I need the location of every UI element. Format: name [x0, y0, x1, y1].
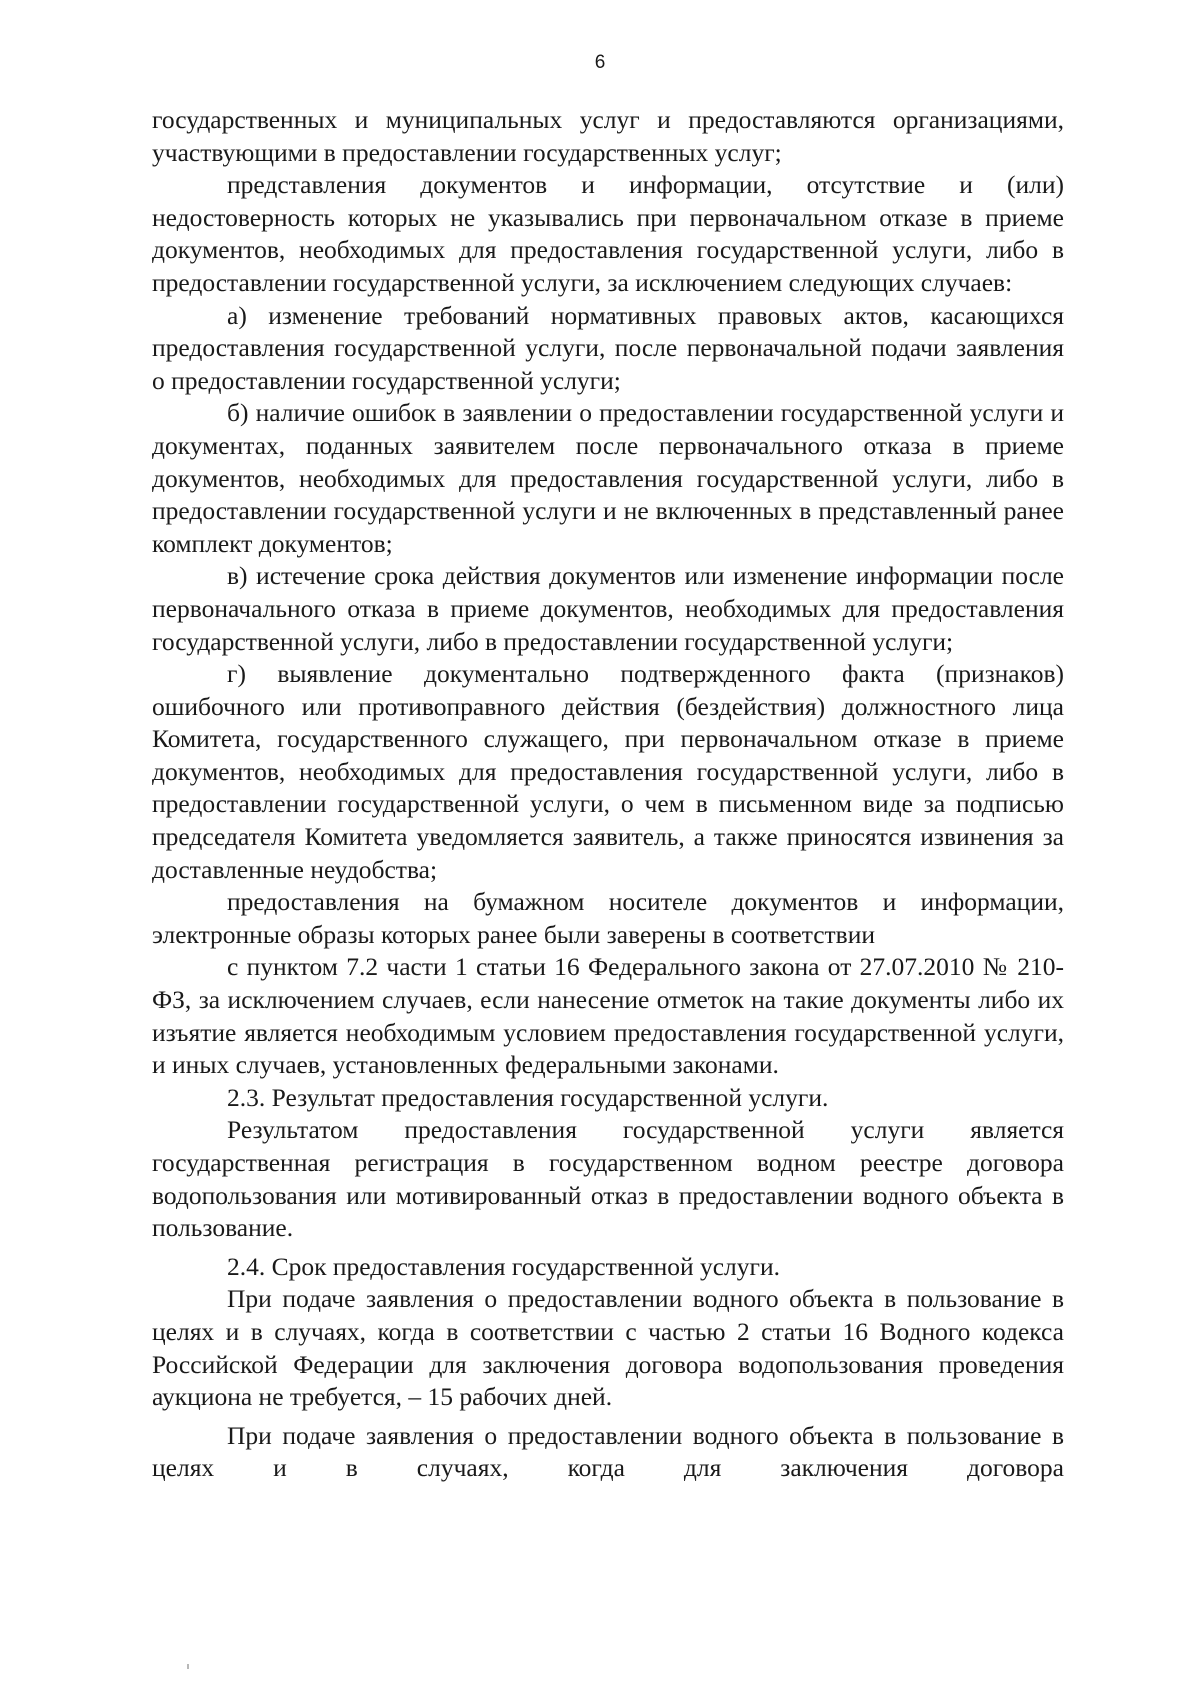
page-number: 6: [594, 52, 606, 73]
paragraph-term-auction: При подаче заявления о предоставлении водного объекта в пользование в целях и в случаях, когда для заключения договора: [152, 1420, 1064, 1483]
paragraph-term-15-days: При подаче заявления о предоставлении водного объекта в пользование в целях и в случаях, когда в соответствии с частью 2 статьи 16 Водного кодекса Российской Федерации для заключения договора водопользования проведения аукциона не требуется, – 15 рабочих дней.: [152, 1284, 1064, 1412]
paragraph-item-b: б) наличие ошибок в заявлении о предоставлении государственной услуги и документах, поданных заявителем после первоначального отказа в приеме документов, необходимых для предоставления государственной услуги, либо в предоставлении государственной услуги и не включенных в представленный ранее комплект документов;: [152, 398, 1064, 558]
paragraph-item-a: а) изменение требований нормативных правовых актов, касающихся предоставления государственной услуги, после первоначальной подачи заявления о предоставлении государственной услуги;: [152, 300, 1064, 395]
paragraph-service-result: Результатом предоставления государственной услуги является государственная регистрация в государственном водном реестре договора водопользования или мотивированный отказ в предоставлении водного объекта в пользование.: [152, 1115, 1064, 1243]
paragraph-paper-documents: предоставления на бумажном носителе документов и информации, электронные образы которых ранее были заверены в соответствии: [152, 887, 1064, 949]
section-heading-2-4: 2.4. Срок предоставления государственной услуги.: [227, 1251, 781, 1281]
paragraph-documents-not-specified: представления документов и информации, отсутствие и (или) недостоверность которых не указывались при первоначальном отказе в приеме документов, необходимых для предоставления государственной услуги, либо в предоставлении государственной услуги, за исключением следующих случаев:: [152, 170, 1064, 297]
paragraph-item-g: г) выявление документально подтвержденного факта (признаков) ошибочного или противоправного действия (бездействия) должностного лица Комитета, государственного служащего, при первоначальном отказе в приеме документов, необходимых для предоставления государственной услуги, либо в предоставлении государственной услуги, о чем в письменном виде за подписью председателя Комитета уведомляется заявитель, а также приносятся извинения за доставленные неудобства;: [152, 659, 1064, 884]
paragraph-law-reference: с пунктом 7.2 части 1 статьи 16 Федерального закона от 27.07.2010 № 210-ФЗ, за исключением случаев, если нанесение отметок на такие документы либо их изъятие является необходимым условием предоставления государственной услуги, и иных случаев, установленных федеральными законами.: [152, 952, 1064, 1080]
section-heading-2-3: 2.3. Результат предоставления государственной услуги.: [227, 1082, 829, 1112]
paragraph-services-list-end: государственных и муниципальных услуг и предоставляются организациями, участвующими в предоставлении государственных услуг;: [152, 105, 1064, 167]
scan-artifact: [187, 1664, 189, 1669]
paragraph-item-v: в) истечение срока действия документов или изменение информации после первоначального отказа в приеме документов, необходимых для предоставления государственной услуги, либо в предоставлении государственной услуги;: [152, 561, 1064, 656]
document-body: [152, 104, 1064, 1485]
